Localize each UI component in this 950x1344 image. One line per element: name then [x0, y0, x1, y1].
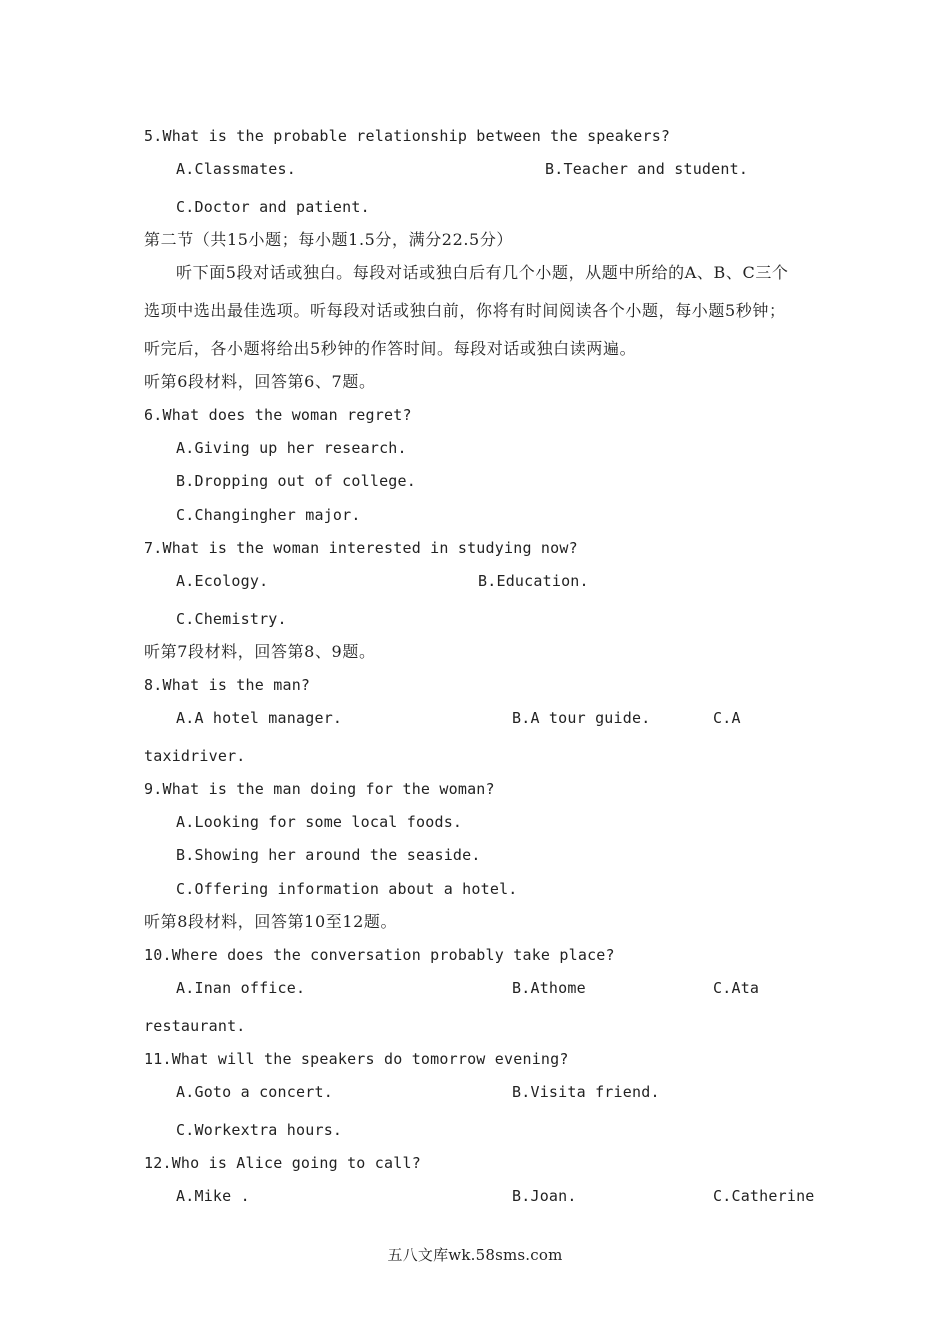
question-9-stem: 9.What is the man doing for the woman? — [144, 780, 495, 798]
question-11-stem: 11.What will the speakers do tomorrow evening? — [144, 1050, 569, 1068]
question-5-stem: 5.What is the probable relationship between the speakers? — [144, 127, 671, 145]
question-7-option-b: B.Education. — [478, 572, 589, 590]
question-5-option-b: B.Teacher and student. — [545, 160, 749, 178]
question-9-option-b: B.Showing her around the seaside. — [176, 846, 481, 864]
question-8-stem: 8.What is the man? — [144, 676, 311, 694]
question-12-option-b: B.Joan. — [512, 1187, 577, 1205]
section-2-instructions-line-1: 听下面5段对话或独白。每段对话或独白后有几个小题，从题中所给的A、B、C三个 — [176, 263, 789, 282]
question-8-option-c-continued: taxidriver. — [144, 747, 246, 765]
question-11-option-c: C.Workextra hours. — [176, 1121, 343, 1139]
question-7-option-c: C.Chemistry. — [176, 610, 287, 628]
question-5-option-c: C.Doctor and patient. — [176, 198, 370, 216]
section-2-instructions-line-2: 选项中选出最佳选项。听每段对话或独白前，你将有时间阅读各个小题，每小题5秒钟； — [144, 301, 786, 320]
question-10-option-b: B.Athome — [512, 979, 586, 997]
passage-6-header: 听第6段材料，回答第6、7题。 — [144, 372, 376, 391]
passage-8-header: 听第8段材料，回答第10至12题。 — [144, 912, 398, 931]
question-12-stem: 12.Who is Alice going to call? — [144, 1154, 421, 1172]
question-10-stem: 10.Where does the conversation probably take place? — [144, 946, 615, 964]
question-6-option-c: C.Changingher major. — [176, 506, 361, 524]
question-11-option-b: B.Visita friend. — [512, 1083, 660, 1101]
question-12-option-a: A.Mike . — [176, 1187, 250, 1205]
question-8-option-c: C.A — [713, 709, 741, 727]
question-7-stem: 7.What is the woman interested in studying now? — [144, 539, 578, 557]
question-12-option-c: C.Catherine — [713, 1187, 815, 1205]
question-10-option-a: A.Inan office. — [176, 979, 306, 997]
question-6-option-b: B.Dropping out of college. — [176, 472, 416, 490]
question-9-option-a: A.Looking for some local foods. — [176, 813, 463, 831]
passage-7-header: 听第7段材料，回答第8、9题。 — [144, 642, 376, 661]
question-5-option-a: A.Classmates. — [176, 160, 296, 178]
question-10-option-c-continued: restaurant. — [144, 1017, 246, 1035]
question-9-option-c: C.Offering information about a hotel. — [176, 880, 518, 898]
page-footer: 五八文库wk.58sms.com — [387, 1246, 563, 1264]
section-2-instructions-line-3: 听完后，各小题将给出5秒钟的作答时间。每段对话或独白读两遍。 — [144, 339, 637, 358]
question-11-option-a: A.Goto a concert. — [176, 1083, 333, 1101]
question-8-option-b: B.A tour guide. — [512, 709, 651, 727]
question-8-option-a: A.A hotel manager. — [176, 709, 343, 727]
section-2-heading: 第二节（共15小题；每小题1.5分，满分22.5分） — [144, 230, 514, 249]
question-6-option-a: A.Giving up her research. — [176, 439, 407, 457]
question-7-option-a: A.Ecology. — [176, 572, 269, 590]
question-6-stem: 6.What does the woman regret? — [144, 406, 412, 424]
question-10-option-c: C.Ata — [713, 979, 760, 997]
